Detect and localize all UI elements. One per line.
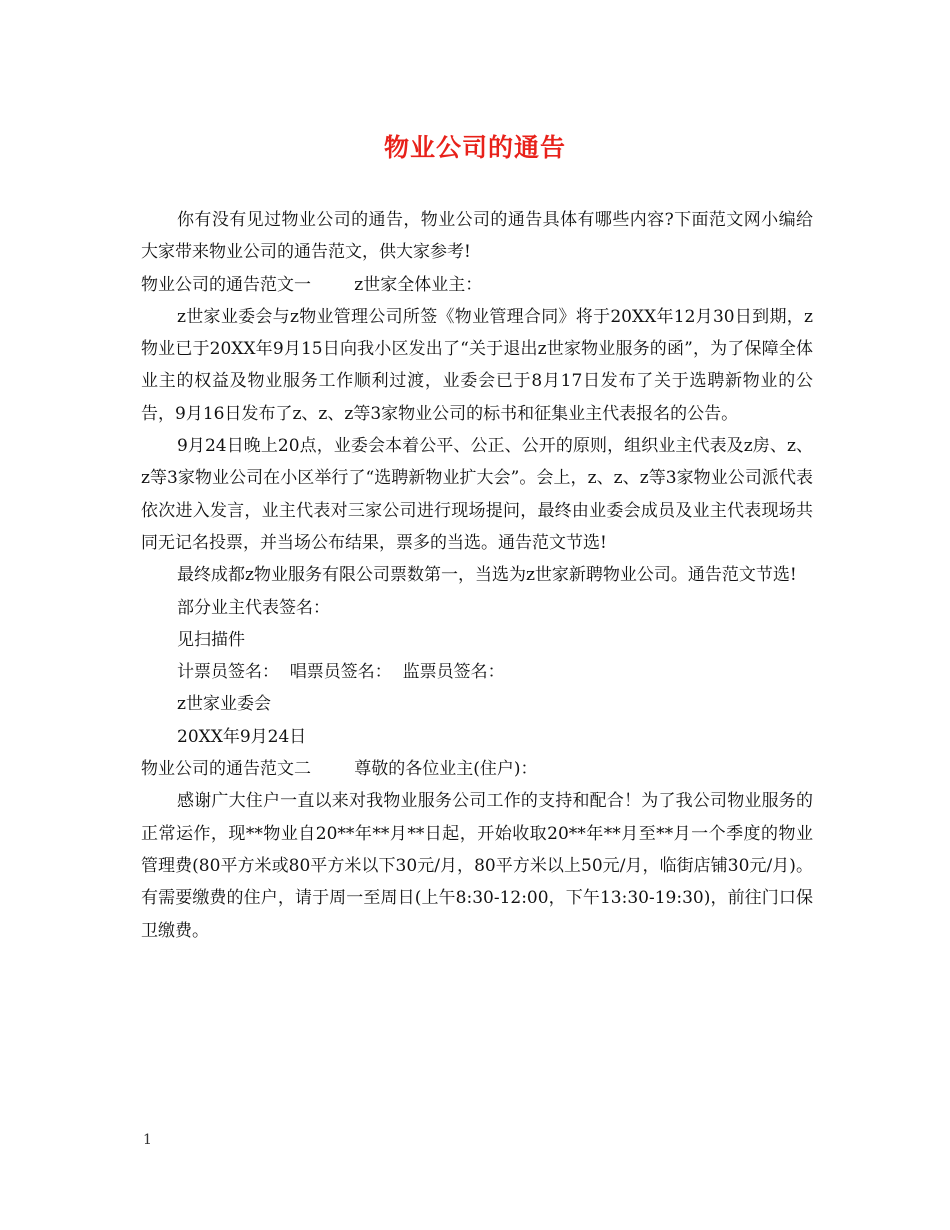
signature-line-scan: 见扫描件 [177,629,245,650]
section-heading-2 [141,753,813,785]
section-heading-1 [141,269,813,301]
body-paragraph-3: 最终成都z物业服务有限公司票数第一，当选为z世家新聘物业公司。通告范文节选! [177,565,797,586]
signature-line-date: 20XX年9月24日 [177,726,307,747]
page-number: 1 [143,1132,152,1148]
section-heading-2-title: 物业公司的通告范文二 [141,759,311,780]
document-body [141,204,813,947]
section-heading-1-title: 物业公司的通告范文一 [141,274,311,295]
body-paragraph-4: 感谢广大住户一直以来对我物业服务公司工作的支持和配合！为了我公司物业服务的正常运作，现**物业自20**年**月**日起，开始收取20**年**月至**月一个季度的物业管理费(80平方米或80平方米以下30元/月，80平方米以上50元/月，临街店铺30元/月)。有需要缴费的住户，请于周一至周日(上午8:30-12:00，下午13:30-19:30)，前往门口保卫缴费。 [141,791,813,941]
body-paragraph-1: z世家业委会与z物业管理公司所签《物业管理合同》将于20XX年12月30日到期，z物业已于20XX年9月15日向我小区发出了“关于退出z世家物业服务的函”，为了保障全体业主的权益及物业服务工作顺利过渡，业委会已于8月17日发布了关于选聘新物业的公告，9月16日发布了z、z、z等3家物业公司的标书和征集业主代表报名的公告。 [141,306,813,424]
page-title: 物业公司的通告 [383,133,566,162]
signature-line-representatives: 部分业主代表签名： [177,597,330,618]
intro-paragraph: 你有没有见过物业公司的通告，物业公司的通告具体有哪些内容?下面范文网小编给大家带来物业公司的通告范文，供大家参考! [141,210,813,263]
section-heading-1-salutation: z世家全体业主： [354,274,483,295]
signature-line-counters: 计票员签名： 唱票员签名： 监票员签名： [177,662,505,683]
section-heading-2-salutation: 尊敬的各位业主(住户)： [354,759,538,780]
signature-line-committee: z世家业委会 [177,694,271,715]
body-paragraph-2: 9月24日晚上20点，业委会本着公平、公正、公开的原则，组织业主代表及z房、z、z等3家物业公司在小区举行了“选聘新物业扩大会”。会上，z、z、z等3家物业公司派代表依次进入发言，业主代表对三家公司进行现场提问，最终由业委会成员及业主代表现场共同无记名投票，并当场公布结果，票多的当选。通告范文节选! [141,436,813,553]
